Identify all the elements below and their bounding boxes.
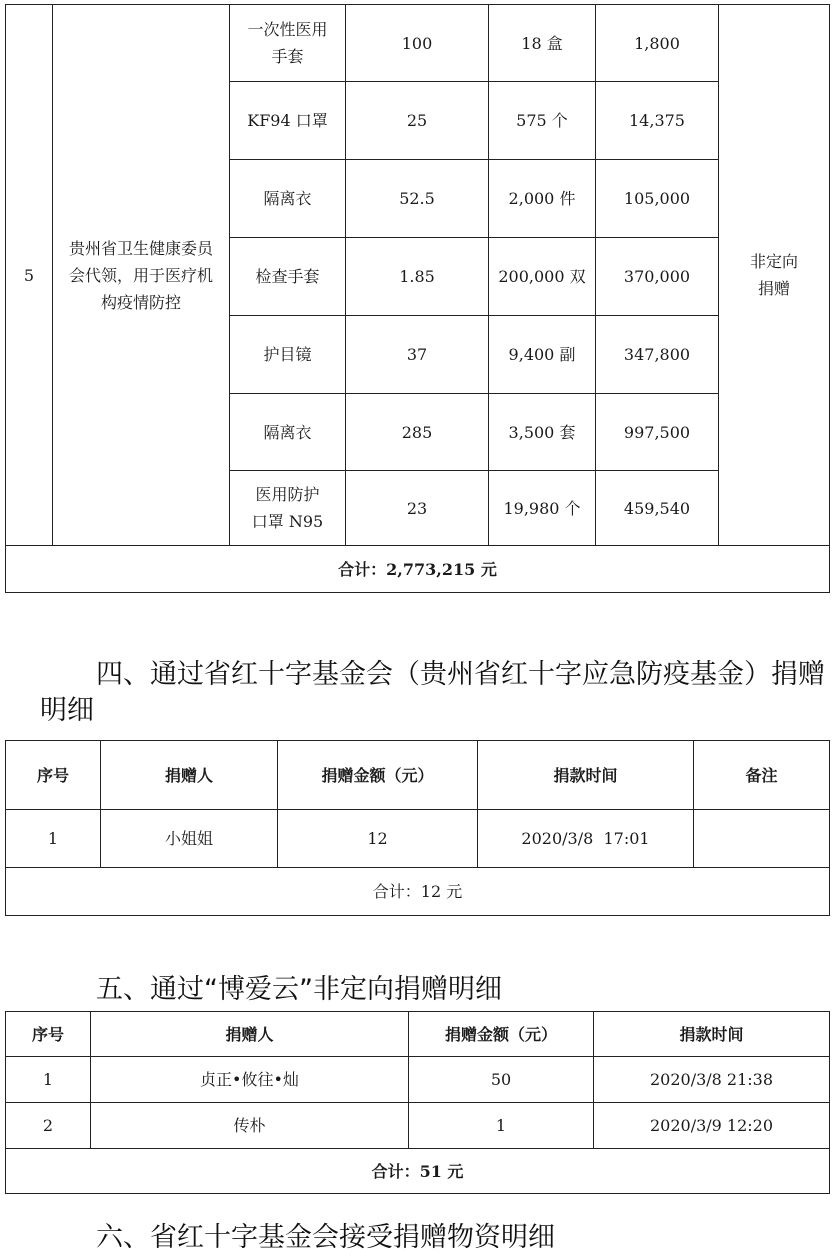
section6-heading: 六、省红十字基金会接受捐赠物资明细	[96, 1222, 555, 1253]
quantity-cell: 19,980 个	[489, 471, 596, 546]
amount-cell: 105,000	[596, 160, 719, 238]
quantity-cell: 9,400 副	[489, 316, 596, 394]
amount-cell: 459,540	[596, 471, 719, 546]
item-name-cell: 医用防护 口罩 N95	[230, 471, 346, 546]
material-donation-table	[5, 4, 830, 593]
seq-cell: 5	[6, 5, 53, 546]
amount-cell: 370,000	[596, 238, 719, 316]
section4-heading: 四、通过省红十字基金会（贵州省红十字应急防疫基金）捐赠明细	[40, 659, 825, 726]
quantity-cell: 575 个	[489, 82, 596, 160]
header-row	[6, 741, 830, 810]
recipient-cell: 贵州省卫生健康委员会代领，用于医疗机构疫情防控	[53, 5, 230, 546]
quantity-cell: 2,000 件	[489, 160, 596, 238]
header-time: 捐款时间	[594, 1012, 830, 1057]
amount-cell: 997,500	[596, 394, 719, 471]
amount-cell: 1	[409, 1103, 594, 1149]
header-seq: 序号	[6, 1012, 91, 1057]
item-name-cell: 护目镜	[230, 316, 346, 394]
quantity-cell: 3,500 套	[489, 394, 596, 471]
section4-table	[5, 740, 830, 916]
header-amount: 捐赠金额（元）	[409, 1012, 594, 1057]
price-cell: 1.85	[346, 238, 489, 316]
total-cell: 合计：51 元	[6, 1149, 830, 1194]
header-seq: 序号	[6, 741, 101, 810]
remark-cell	[694, 810, 830, 868]
total-row	[6, 1149, 830, 1194]
table-row	[6, 1103, 830, 1149]
remark-cell: 非定向 捐赠	[719, 5, 830, 546]
time-cell: 2020/3/8 17:01	[478, 810, 694, 868]
total-row	[6, 546, 830, 593]
header-row	[6, 1012, 830, 1057]
header-amount: 捐赠金额（元）	[278, 741, 478, 810]
header-donor: 捐赠人	[101, 741, 278, 810]
amount-cell: 14,375	[596, 82, 719, 160]
donor-cell: 贞正•攸往•灿	[91, 1057, 409, 1103]
item-name-cell: 检查手套	[230, 238, 346, 316]
header-donor: 捐赠人	[91, 1012, 409, 1057]
table-row	[6, 1057, 830, 1103]
donor-cell: 小姐姐	[101, 810, 278, 868]
header-time: 捐款时间	[478, 741, 694, 810]
price-cell: 23	[346, 471, 489, 546]
amount-cell: 50	[409, 1057, 594, 1103]
donor-cell: 传朴	[91, 1103, 409, 1149]
table-row	[6, 5, 830, 82]
time-cell: 2020/3/9 12:20	[594, 1103, 830, 1149]
quantity-cell: 200,000 双	[489, 238, 596, 316]
seq-cell: 1	[6, 1057, 91, 1103]
time-cell: 2020/3/8 21:38	[594, 1057, 830, 1103]
price-cell: 25	[346, 82, 489, 160]
price-cell: 52.5	[346, 160, 489, 238]
item-name-cell: 隔离衣	[230, 160, 346, 238]
item-name-cell: 一次性医用 手套	[230, 5, 346, 82]
price-cell: 37	[346, 316, 489, 394]
amount-cell: 347,800	[596, 316, 719, 394]
total-cell: 合计：12 元	[6, 868, 830, 916]
price-cell: 285	[346, 394, 489, 471]
total-cell: 合计：2,773,215 元	[6, 546, 830, 593]
seq-cell: 1	[6, 810, 101, 868]
section5-heading: 五、通过“博爱云”非定向捐赠明细	[96, 974, 502, 1005]
total-row	[6, 868, 830, 916]
table-row	[6, 810, 830, 868]
item-name-cell: KF94 口罩	[230, 82, 346, 160]
item-name-cell: 隔离衣	[230, 394, 346, 471]
section5-table	[5, 1011, 830, 1194]
amount-cell: 1,800	[596, 5, 719, 82]
quantity-cell: 18 盒	[489, 5, 596, 82]
price-cell: 100	[346, 5, 489, 82]
amount-cell: 12	[278, 810, 478, 868]
header-remark: 备注	[694, 741, 830, 810]
seq-cell: 2	[6, 1103, 91, 1149]
